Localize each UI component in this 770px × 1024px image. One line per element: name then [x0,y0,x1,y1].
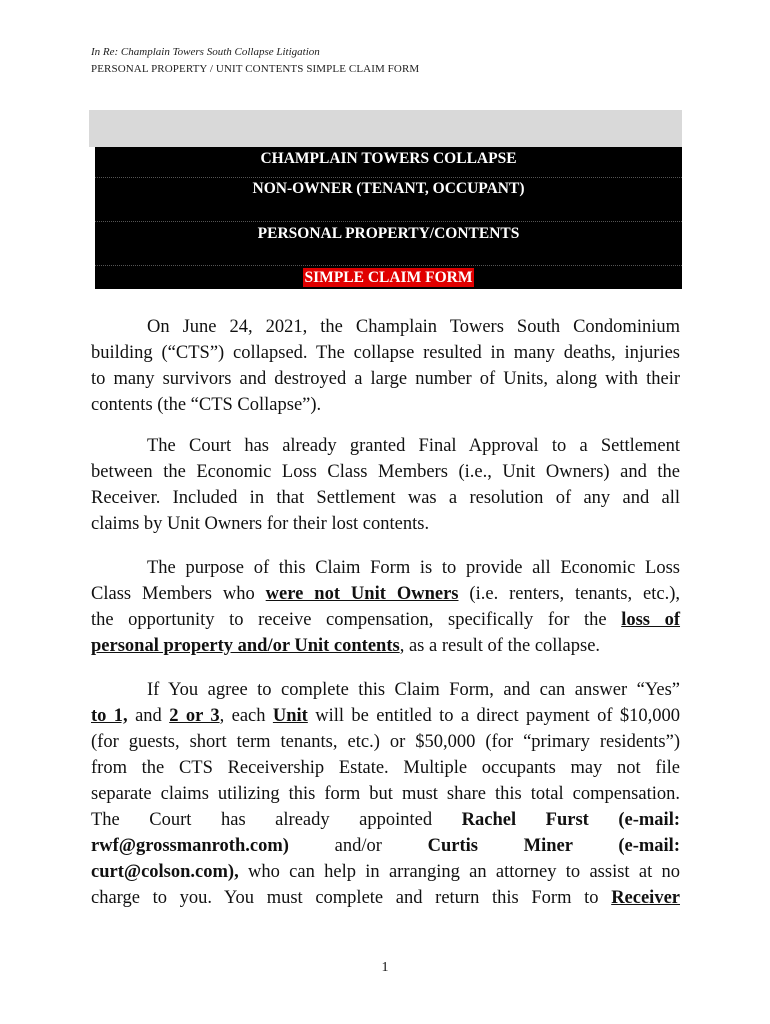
text-line: to 1, and 2 or 3, each Unit will be entitled to a direct payment of $10,000 [91,706,680,726]
emphasis: 2 or 3 [169,706,220,726]
title-line-1: CHAMPLAIN TOWERS COLLAPSE [260,150,517,167]
emphasis: personal property and/or Unit contents [91,636,400,656]
contact-name-curtis-miner: Curtis Miner (e-mail: [427,836,680,856]
text-line: building (“CTS”) collapsed. The collapse resulted in many deaths, injuries [91,343,680,363]
text-line: contents (the “CTS Collapse”). [91,395,322,415]
title-band [89,110,682,147]
paragraph-4 [91,677,680,911]
text-line: to many survivors and destroyed a large number of Units, along with their [91,369,680,389]
emphasis: Receiver [611,888,680,908]
paragraph-1 [91,314,680,418]
emphasis: to 1, [91,706,128,726]
text-line: separate claims utilizing this form but must share this total compensation. [91,784,680,804]
title-box [95,147,682,289]
text-line: from the CTS Receivership Estate. Multiple occupants may not file [91,758,680,778]
emphasis: Unit [272,706,308,726]
paragraph-3 [91,555,680,659]
text-line: between the Economic Loss Class Members (i.e., Unit Owners) and the [91,462,680,482]
page-number: 1 [381,960,389,975]
title-line-2: NON-OWNER (TENANT, OCCUPANT) [252,180,525,197]
text-line: The purpose of this Claim Form is to provide all Economic Loss [147,558,680,578]
text-line: The Court has already appointed Rachel Furst (e-mail: [91,810,680,830]
contact-name-rachel-furst: Rachel Furst (e-mail: [461,810,680,830]
text-line: personal property and/or Unit contents, as a result of the collapse. [91,636,601,656]
title-line-4 [95,269,682,287]
text-line: rwf@grossmanroth.com) and/or Curtis Miner (e-mail: [91,836,680,856]
email-rachel-furst: rwf@grossmanroth.com) [91,836,289,856]
emphasis: were not Unit Owners [265,584,459,604]
text-line: If You agree to complete this Claim Form, and can answer “Yes” [147,680,680,700]
divider [95,265,682,266]
text-line: the opportunity to receive compensation, specifically for the loss of [91,610,681,630]
email-curtis-miner: curt@colson.com), [91,862,239,882]
text-line: Class Members who were not Unit Owners (i.e. renters, tenants, etc.), [91,584,680,604]
text-line: claims by Unit Owners for their lost contents. [91,514,430,534]
text-line: The Court has already granted Final Approval to a Settlement [147,436,680,456]
simple-claim-form-label: SIMPLE CLAIM FORM [304,269,473,286]
divider [95,221,682,222]
text-line: curt@colson.com), who can help in arranging an attorney to assist at no [91,862,680,882]
divider [95,177,682,178]
text-line: (for guests, short term tenants, etc.) or $50,000 (for “primary residents”) [91,732,680,752]
paragraph-2 [91,433,680,537]
emphasis: loss of [621,610,681,630]
title-line-3: PERSONAL PROPERTY/CONTENTS [257,225,520,242]
text-line: On June 24, 2021, the Champlain Towers South Condominium [147,317,680,337]
text-line: Receiver. Included in that Settlement was a resolution of any and all [91,488,680,508]
text-line: charge to you. You must complete and return this Form to Receiver [91,888,680,908]
form-caption: PERSONAL PROPERTY / UNIT CONTENTS SIMPLE CLAIM FORM [91,63,420,75]
case-caption: In Re: Champlain Towers South Collapse Litigation [91,46,320,58]
